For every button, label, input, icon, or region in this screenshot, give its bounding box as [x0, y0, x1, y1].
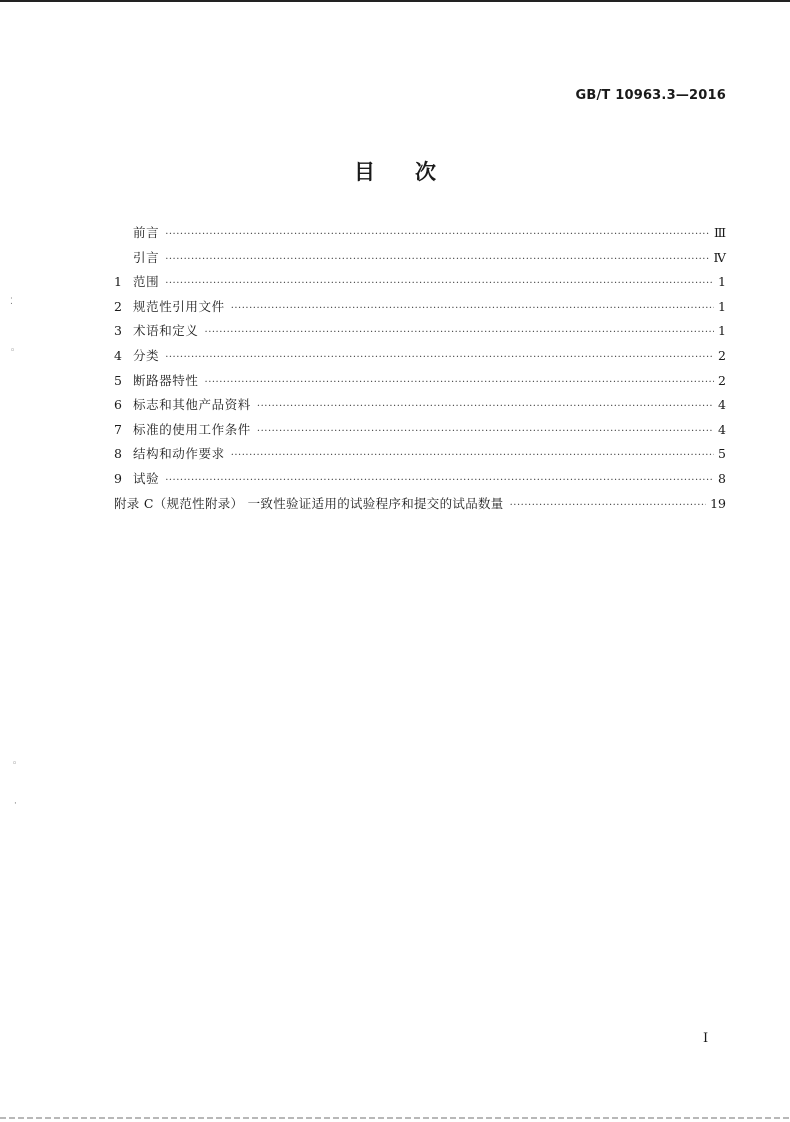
toc-entry-label: 试验 — [133, 470, 160, 486]
dot-leader — [165, 346, 714, 371]
toc-entry-label: 断路器特性 — [133, 372, 199, 388]
toc-entry-tests[interactable] — [114, 467, 726, 492]
toc-entry-construction-operation[interactable] — [114, 442, 726, 467]
toc-list — [114, 221, 726, 516]
dot-leader — [231, 444, 714, 469]
toc-entry-number: 3 — [114, 323, 122, 339]
toc-entry-introduction[interactable] — [114, 246, 726, 271]
toc-entry-terms-definitions[interactable] — [114, 319, 726, 344]
top-border-line — [0, 0, 790, 2]
toc-entry-number: 7 — [114, 421, 122, 437]
toc-entry-label: 附录 C（规范性附录） 一致性验证适用的试验程序和提交的试品数量 — [114, 495, 504, 511]
toc-entry-label: 结构和动作要求 — [133, 446, 225, 462]
toc-entry-page: 4 — [718, 397, 726, 413]
dot-leader — [205, 371, 714, 396]
toc-entry-number: 2 — [114, 298, 122, 314]
scan-speck: · — [14, 799, 17, 809]
toc-title-char-1: 目 — [354, 160, 375, 184]
toc-entry-number: 8 — [114, 446, 122, 462]
toc-entry-page: 8 — [718, 470, 726, 486]
dot-leader — [257, 420, 714, 445]
toc-entry-page: 4 — [718, 421, 726, 437]
standard-number: GB/T 10963.3—2016 — [575, 88, 726, 103]
dot-leader — [165, 469, 714, 494]
toc-entry-label: 标准的使用工作条件 — [133, 421, 251, 437]
toc-entry-classification[interactable] — [114, 344, 726, 369]
toc-entry-number: 4 — [114, 347, 122, 363]
dot-leader — [165, 223, 710, 248]
toc-entry-number: 6 — [114, 397, 122, 413]
toc-entry-page: 2 — [718, 372, 726, 388]
bottom-scan-edge — [0, 1117, 790, 1119]
page-number: I — [703, 1031, 709, 1046]
toc-entry-label: 规范性引用文件 — [133, 298, 225, 314]
toc-title-char-2: 次 — [415, 160, 436, 184]
toc-entry-marking[interactable] — [114, 393, 726, 418]
toc-entry-number: 9 — [114, 470, 122, 486]
toc-entry-page: 1 — [718, 323, 726, 339]
dot-leader — [257, 395, 714, 420]
toc-entry-page: Ⅳ — [713, 249, 726, 265]
toc-entry-label: 引言 — [133, 249, 160, 265]
toc-entry-page: 1 — [718, 274, 726, 290]
toc-entry-breaker-characteristics[interactable] — [114, 369, 726, 394]
dot-leader — [510, 494, 706, 519]
toc-entry-annex-c[interactable] — [114, 492, 726, 517]
toc-entry-page: 5 — [718, 446, 726, 462]
toc-entry-normative-references[interactable] — [114, 295, 726, 320]
scan-speck: ⁚ — [10, 297, 13, 307]
toc-entry-label: 前言 — [133, 225, 160, 240]
dot-leader — [165, 248, 709, 273]
toc-entry-number: 5 — [114, 372, 122, 388]
toc-entry-label: 术语和定义 — [133, 323, 199, 339]
dot-leader — [231, 297, 714, 322]
scan-speck: ◦ — [12, 759, 18, 769]
toc-entry-label: 范围 — [133, 274, 160, 290]
toc-entry-page: 2 — [718, 347, 726, 363]
scan-speck: ◦ — [10, 346, 16, 356]
toc-entry-page: Ⅲ — [713, 225, 726, 240]
toc-entry-scope[interactable] — [114, 270, 726, 295]
toc-entry-label: 标志和其他产品资料 — [133, 397, 251, 413]
toc-title — [0, 156, 790, 186]
toc-entry-page: 1 — [718, 298, 726, 314]
dot-leader — [165, 272, 714, 297]
toc-entry-service-conditions[interactable] — [114, 418, 726, 443]
toc-entry-label: 分类 — [133, 347, 160, 363]
toc-entry-page: 19 — [710, 495, 726, 511]
toc-entry-foreword[interactable] — [114, 221, 726, 246]
dot-leader — [205, 321, 714, 346]
toc-entry-number: 1 — [114, 274, 122, 290]
